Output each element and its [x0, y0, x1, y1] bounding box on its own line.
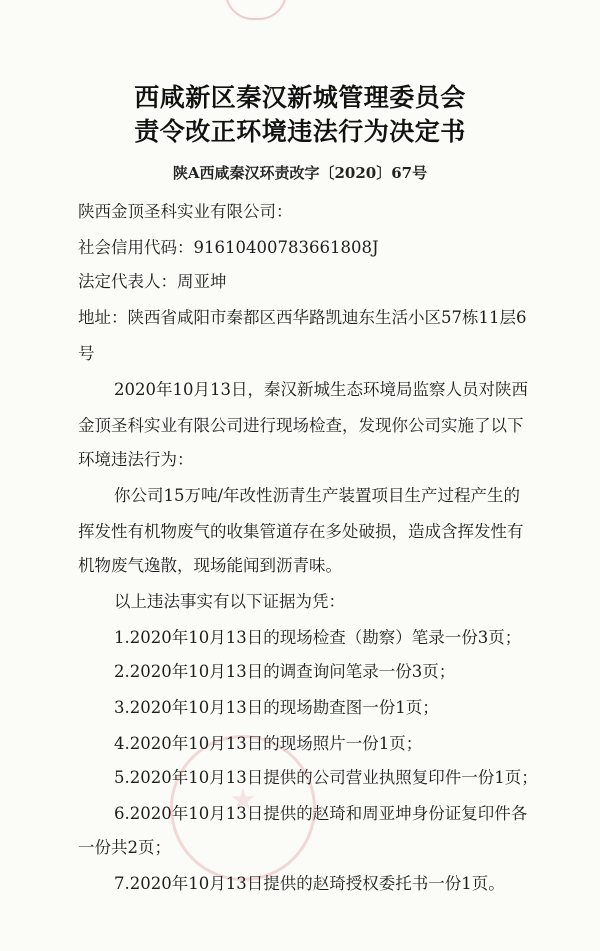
para2-line3: 机物废气逸散，现场能闻到沥青味。	[78, 556, 342, 575]
para1-line2: 金顶圣科实业有限公司进行现场检查，发现你公司实施了以下	[78, 416, 524, 435]
para1-line1: 2020年10月13日，秦汉新城生态环境局监察人员对陕西	[114, 380, 528, 399]
evidence-item: 3.2020年10月13日的现场勘查图一份1页；	[114, 698, 439, 717]
evidence-item: 4.2020年10月13日的现场照片一份1页；	[114, 734, 423, 753]
evidence-item: 7.2020年10月13日提供的赵琦授权委托书一份1页。	[114, 874, 505, 893]
seal-stamp-top	[225, 0, 287, 20]
evidence-item: 6.2020年10月13日提供的赵琦和周亚坤身份证复印件各	[114, 804, 528, 823]
para2-line1: 你公司15万吨/年改性沥青生产装置项目生产过程产生的	[114, 486, 521, 505]
evidence-item: 1.2020年10月13日的现场检查（勘察）笔录一份3页；	[114, 628, 522, 647]
evidence-item: 2.2020年10月13日的调查询问笔录一份3页；	[114, 662, 456, 681]
document-title-line1: 西咸新区秦汉新城管理委员会	[134, 83, 466, 112]
evidence-intro: 以上违法事实有以下证据为凭：	[114, 592, 345, 611]
evidence-item-continued: 一份共2页；	[78, 838, 171, 857]
legal-representative: 法定代表人：周亚坤	[78, 272, 227, 291]
para2-line2: 挥发性有机物废气的收集管道存在多处破损，造成含挥发性有	[78, 522, 524, 541]
address-line2: 号	[78, 344, 95, 363]
document-number: 陕A西咸秦汉环责改字〔2020〕67号	[172, 164, 428, 182]
para1-line3: 环境违法行为：	[78, 450, 194, 469]
credit-code: 社会信用代码：91610400783661808J	[78, 238, 379, 257]
recipient-company: 陕西金顶圣科实业有限公司：	[78, 202, 293, 221]
evidence-item: 5.2020年10月13日提供的公司营业执照复印件一份1页；	[114, 768, 538, 787]
address-line1: 地址：陕西省咸阳市秦都区西华路凯迪东生活小区57栋11层6	[78, 308, 527, 327]
document-title-line2: 责令改正环境违法行为决定书	[134, 117, 466, 146]
